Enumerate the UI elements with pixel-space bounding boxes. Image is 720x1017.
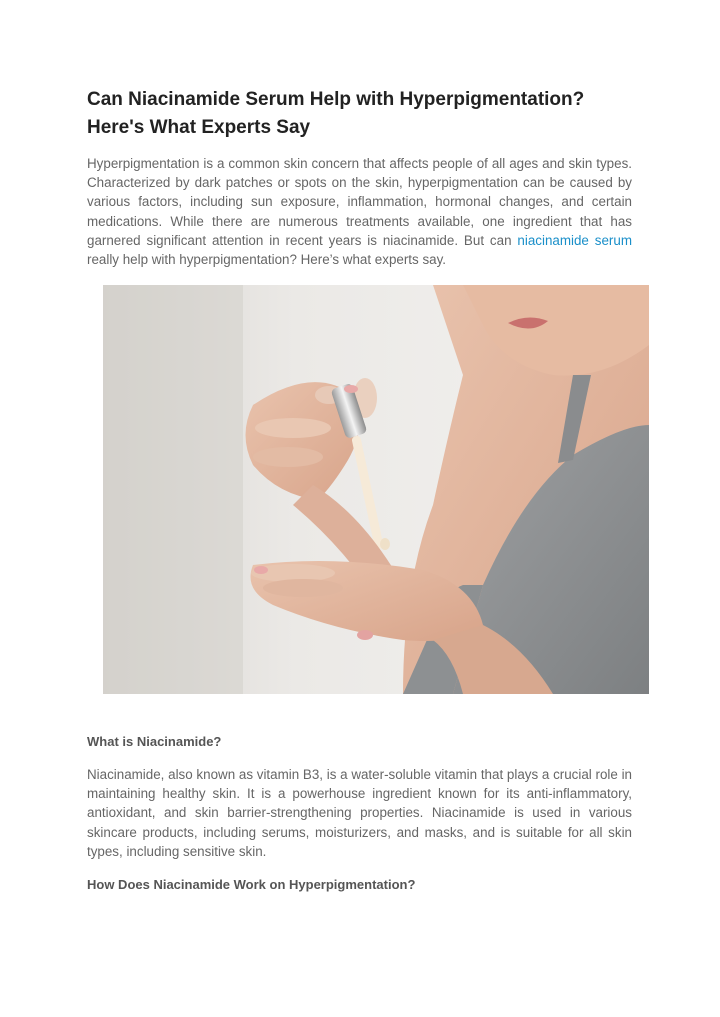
section-heading-what-is: What is Niacinamide? — [87, 734, 222, 749]
title-line-1: Can Niacinamide Serum Help with Hyperpigmentation? — [87, 89, 585, 110]
section-what-is-paragraph: Niacinamide, also known as vitamin B3, is a water-soluble vitamin that plays a crucial role in maintaining healthy skin. It is a powerhouse ingredient known for its anti-inflammatory, antioxidant, and skin barrier-strengthening properties. Niacinamide is used in various skincare products, including serums, moisturizers, and masks, and is suitable for all skin types, including sensitive skin. — [87, 767, 632, 859]
article-title — [87, 86, 632, 142]
title-line-2: Here's What Experts Say — [87, 117, 311, 138]
hero-image-woman-applying-serum — [103, 285, 649, 694]
niacinamide-serum-link[interactable]: niacinamide serum — [517, 232, 632, 248]
intro-text-after: really help with hyperpigmentation? Here’s what experts say. — [87, 252, 447, 268]
intro-paragraph — [87, 154, 632, 269]
section-heading-how-it-works: How Does Niacinamide Work on Hyperpigmentation? — [87, 877, 416, 892]
intro-text: Hyperpigmentation is a common skin concern that affects people of all ages and skin types. Characterized by dark patches or spots on the skin, hyperpigmentation can be caused by various factors, including sun exposure, inflammation, hormonal changes, and certain medications. While there are numerous treatments available, one ingredient that has garnered significant attention in recent years is niacinamide. But can — [87, 156, 632, 248]
